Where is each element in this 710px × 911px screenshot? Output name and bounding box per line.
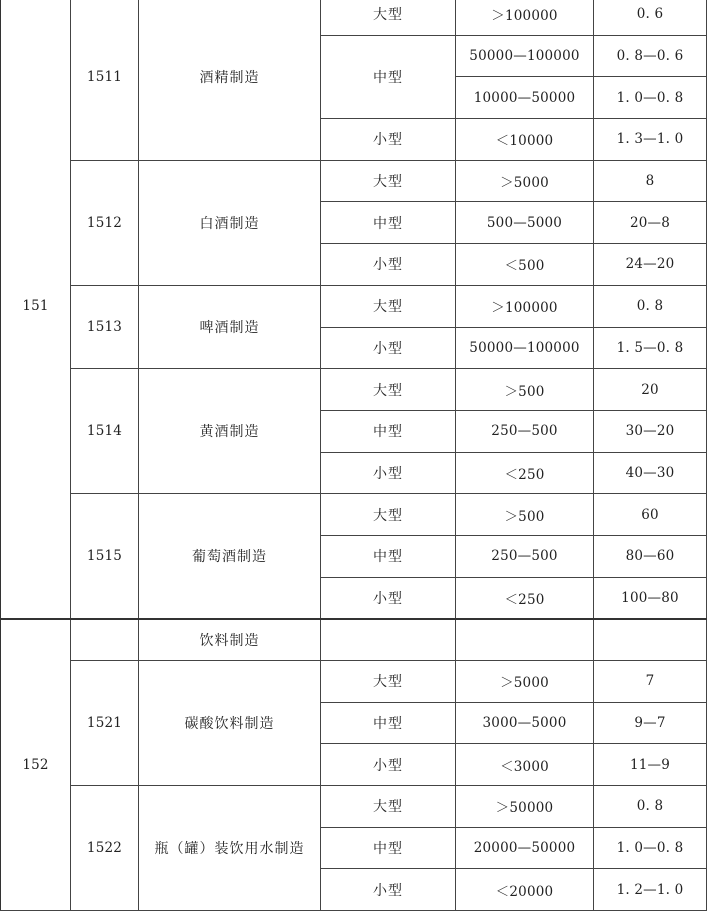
table-row: [1, 786, 707, 828]
industry-code-cell: 1511: [71, 0, 139, 160]
coefficient-cell: 1. 2—1. 0: [594, 869, 707, 911]
industry-code-cell: 1522: [71, 786, 139, 911]
scale-cell: 小型: [321, 577, 456, 619]
capacity-range-cell: ＜10000: [456, 119, 594, 161]
scale-cell: 中型: [321, 410, 456, 452]
capacity-range-cell: 10000—50000: [456, 77, 594, 119]
industry-code-cell: 1513: [71, 285, 139, 368]
scale-cell: 小型: [321, 244, 456, 286]
scale-cell: 小型: [321, 119, 456, 161]
industry-code-cell: 1521: [71, 661, 139, 786]
scale-cell: 大型: [321, 369, 456, 411]
capacity-range-cell: 500—5000: [456, 202, 594, 244]
scale-cell: 大型: [321, 786, 456, 828]
industry-code-cell: 1514: [71, 369, 139, 494]
coefficient-cell: 24—20: [594, 244, 707, 286]
coefficient-cell: [594, 619, 707, 661]
industry-name-cell: 葡萄酒制造: [139, 494, 321, 619]
scale-cell: 中型: [321, 827, 456, 869]
table-row: [1, 0, 707, 35]
scale-cell: 大型: [321, 285, 456, 327]
capacity-range-cell: ＞5000: [456, 661, 594, 703]
capacity-range-cell: ＜500: [456, 244, 594, 286]
coefficient-cell: 0. 8: [594, 285, 707, 327]
scale-cell: 中型: [321, 535, 456, 577]
capacity-range-cell: ＞100000: [456, 285, 594, 327]
capacity-range-cell: ＞500: [456, 369, 594, 411]
capacity-range-cell: ＜250: [456, 577, 594, 619]
scale-cell: 中型: [321, 202, 456, 244]
coefficient-cell: 0. 8: [594, 786, 707, 828]
major-code-cell: 151: [1, 0, 71, 619]
industry-name-cell: 碳酸饮料制造: [139, 661, 321, 786]
capacity-range-cell: 250—500: [456, 410, 594, 452]
coefficient-cell: 100—80: [594, 577, 707, 619]
capacity-range-cell: 50000—100000: [456, 35, 594, 77]
industry-code-cell: 1512: [71, 160, 139, 285]
scale-cell: 中型: [321, 35, 456, 118]
scale-cell: 中型: [321, 702, 456, 744]
scale-cell: 小型: [321, 744, 456, 786]
coefficient-cell: 1. 0—0. 8: [594, 77, 707, 119]
capacity-range-cell: ＜3000: [456, 744, 594, 786]
coefficient-cell: 60: [594, 494, 707, 536]
coefficient-cell: 40—30: [594, 452, 707, 494]
table-row: [1, 661, 707, 703]
table-row: [1, 160, 707, 202]
coefficient-cell: 1. 0—0. 8: [594, 827, 707, 869]
capacity-range-cell: 3000—5000: [456, 702, 594, 744]
capacity-range-cell: ＜250: [456, 452, 594, 494]
scale-cell: 小型: [321, 452, 456, 494]
table-row: [1, 619, 707, 661]
table-row: [1, 494, 707, 536]
capacity-range-cell: 50000—100000: [456, 327, 594, 369]
table-row: [1, 369, 707, 411]
coefficient-cell: 0. 6: [594, 0, 707, 35]
capacity-range-cell: 20000—50000: [456, 827, 594, 869]
coefficient-cell: 30—20: [594, 410, 707, 452]
coefficient-cell: 1. 5—0. 8: [594, 327, 707, 369]
industry-name-cell: 酒精制造: [139, 0, 321, 160]
capacity-range-cell: 250—500: [456, 535, 594, 577]
industry-name-cell: 瓶（罐）装饮用水制造: [139, 786, 321, 911]
capacity-range-cell: ＞100000: [456, 0, 594, 35]
scale-cell: [321, 619, 456, 661]
capacity-range-cell: ＞5000: [456, 160, 594, 202]
industry-name-cell: 黄酒制造: [139, 369, 321, 494]
coefficient-cell: 1. 3—1. 0: [594, 119, 707, 161]
industry-code-cell: [71, 619, 139, 661]
table-row: [1, 285, 707, 327]
scale-cell: 大型: [321, 494, 456, 536]
coefficient-cell: 9—7: [594, 702, 707, 744]
scale-cell: 小型: [321, 869, 456, 911]
coefficient-cell: 80—60: [594, 535, 707, 577]
industry-name-cell: 白酒制造: [139, 160, 321, 285]
major-code-cell: 152: [1, 619, 71, 911]
scale-cell: 大型: [321, 0, 456, 35]
coefficient-cell: 20: [594, 369, 707, 411]
capacity-range-cell: [456, 619, 594, 661]
scale-cell: 大型: [321, 160, 456, 202]
coefficient-cell: 20—8: [594, 202, 707, 244]
coefficient-cell: 8: [594, 160, 707, 202]
industry-code-cell: 1515: [71, 494, 139, 619]
coefficient-cell: 11—9: [594, 744, 707, 786]
capacity-range-cell: ＜20000: [456, 869, 594, 911]
capacity-range-cell: ＞50000: [456, 786, 594, 828]
industry-name-cell: 啤酒制造: [139, 285, 321, 368]
scale-cell: 小型: [321, 327, 456, 369]
coefficient-cell: 7: [594, 661, 707, 703]
capacity-range-cell: ＞500: [456, 494, 594, 536]
scale-cell: 大型: [321, 661, 456, 703]
industry-name-cell: 饮料制造: [139, 619, 321, 661]
coefficient-cell: 0. 8—0. 6: [594, 35, 707, 77]
